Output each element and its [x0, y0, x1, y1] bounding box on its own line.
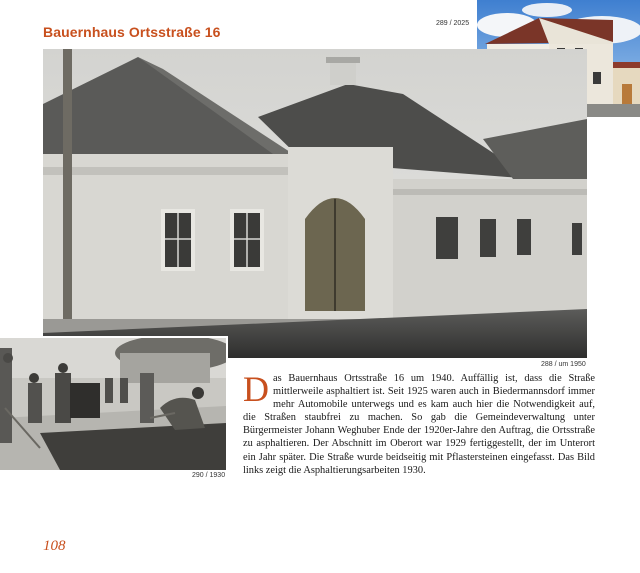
drop-cap: D — [243, 369, 269, 409]
body-text: as Bauernhaus Ortsstraße 16 um 1940. Auffällig ist, dass die Straße mittlerweile asphaltiert ist. Seit 1925 waren auch in Biedermannsdorf immer mehr Automobile unterwegs und es kam auch hier die Notwendigkeit auf, die Straßen staubfrei zu machen. So gab die Gemeindeverwaltung unter Bürgermeister Johann Weghuber Ende der 1920er-Jahre den Auftrag, die Ortsstraße zu asphaltieren. Der Abschnitt im Oberort war 1929 fertiggestellt, der im Unterort ein Jahr später. Die Straße wurde beidseitig mit Pflastersteinen eingefasst. Das Bild links zeigt die Asphaltierungsarbeiten 1930. — [243, 373, 595, 476]
caption-main-photo: 288 / um 1950 — [541, 361, 586, 368]
farmhouse-photo-1950 — [43, 49, 587, 358]
street-paving-photo-1930 — [0, 336, 228, 470]
page-number: 108 — [43, 538, 66, 554]
caption-workers-photo: 290 / 1930 — [192, 472, 226, 479]
page-heading: Bauernhaus Ortsstraße 16 — [43, 24, 221, 40]
body-paragraph — [243, 369, 595, 477]
caption-top-right: 289 / 2025 — [436, 20, 470, 27]
